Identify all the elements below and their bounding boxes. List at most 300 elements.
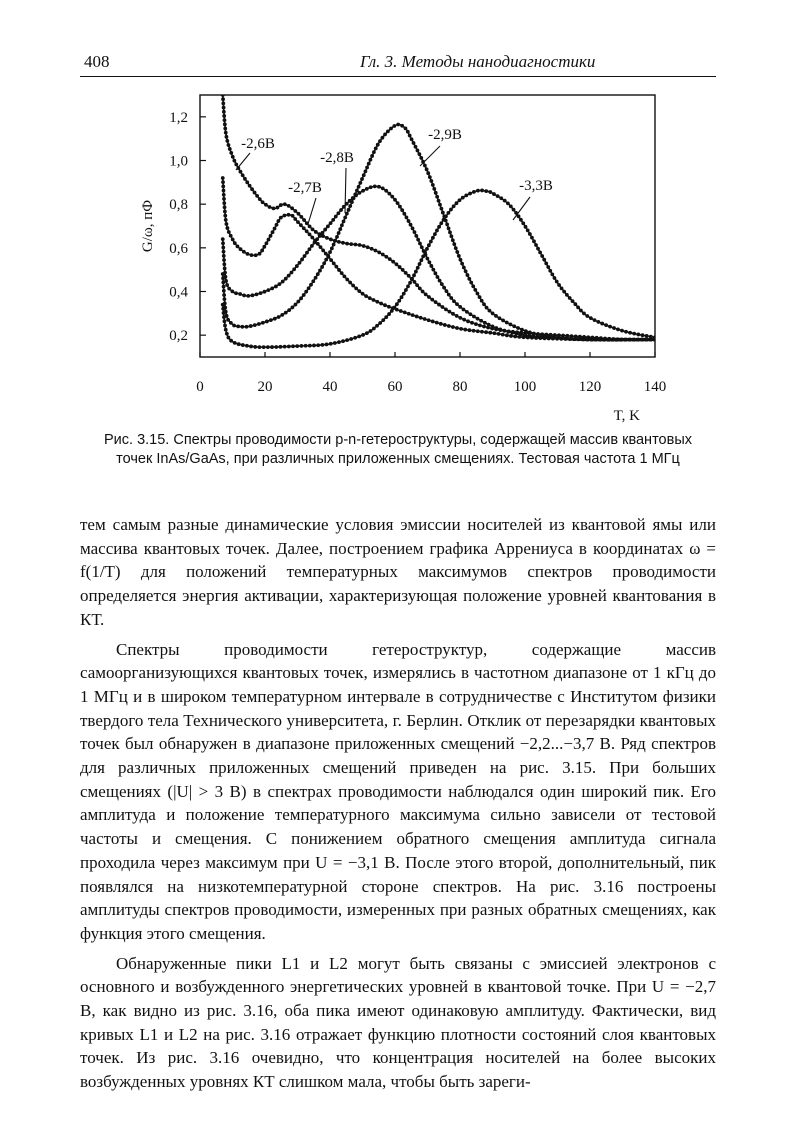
data-point xyxy=(242,250,246,254)
data-point xyxy=(233,341,237,345)
data-point xyxy=(225,139,229,143)
data-point xyxy=(542,258,546,262)
data-point xyxy=(493,331,497,335)
data-point xyxy=(455,201,459,205)
data-point xyxy=(418,287,422,291)
data-point xyxy=(434,191,438,195)
data-point xyxy=(246,294,250,298)
data-point xyxy=(424,292,428,296)
data-point xyxy=(419,258,423,262)
data-point xyxy=(487,323,491,327)
data-point xyxy=(224,218,228,222)
data-point xyxy=(404,271,408,275)
data-point xyxy=(334,215,338,219)
data-point xyxy=(449,296,453,300)
data-point xyxy=(381,187,385,191)
data-point xyxy=(274,345,278,349)
data-point xyxy=(245,325,249,329)
data-point xyxy=(284,311,288,315)
data-point xyxy=(579,309,583,313)
data-point xyxy=(311,279,315,283)
data-point xyxy=(246,252,250,256)
data-point xyxy=(320,343,324,347)
data-point xyxy=(466,319,470,323)
data-point xyxy=(229,234,233,238)
data-point xyxy=(374,146,378,150)
data-point xyxy=(411,227,415,231)
data-point xyxy=(470,321,474,325)
data-point xyxy=(469,281,473,285)
data-point xyxy=(409,223,413,227)
data-point xyxy=(393,198,397,202)
data-point xyxy=(574,337,578,341)
data-point xyxy=(506,201,510,205)
data-point xyxy=(347,208,351,212)
data-point xyxy=(223,127,227,131)
data-point xyxy=(620,338,624,342)
data-point xyxy=(329,238,333,242)
data-point xyxy=(400,124,404,128)
data-point xyxy=(396,201,400,205)
data-point xyxy=(488,331,492,335)
data-point xyxy=(439,322,443,326)
data-point xyxy=(406,284,410,288)
paragraph-2: Спектры проводимости гетероструктур, содержащие массив самоорганизующихся квантовых точек, измерялись в частотном диапазоне от 1 кГц до 1 МГц и в широком температурном интервале в сотрудничестве с Институтом физики твердого тела Технического университета, г. Берлин. Отклик от перезарядки квантовых точек был обнаружен в диапазоне приложенных смещений −2,2...−3,7 В. Ряд спектров для различных приложенных смещений приведен на рис. 3.15. При больших смещениях (|U| > 3 В) в спектрах проводимости наблюдался один широкий пик. Его амплитуда и положение температурного максимума сильно зависели от тестовой частоты и смещения. С понижением обратного смещения амплитуда сигнала проходила через максимум при U = −3,1 В. После этого второй, дополнительный, пик появлялся на низкотемпературной стороне спектров. На рис. 3.16 построены амплитуды спектров проводимости, измеренных при разных обратных смещениях, как функция этого смещения. xyxy=(80,639,716,943)
series-label: -2,7В xyxy=(288,180,322,196)
data-point xyxy=(532,332,536,336)
data-point xyxy=(231,238,235,242)
data-point xyxy=(451,325,455,329)
data-point xyxy=(378,139,382,143)
data-point xyxy=(468,192,472,196)
data-point xyxy=(221,241,225,245)
data-point xyxy=(415,315,419,319)
data-point xyxy=(423,317,427,321)
data-point xyxy=(478,323,482,327)
data-point xyxy=(361,189,365,193)
data-point xyxy=(223,210,227,214)
data-point xyxy=(337,231,341,235)
data-point xyxy=(596,320,600,324)
data-point xyxy=(632,338,636,342)
data-point xyxy=(224,131,228,135)
data-point xyxy=(262,345,266,349)
figure-caption: Рис. 3.15. Спектры проводимости p-n-гетероструктуры, содержащей массив квантовых точек InAs/GaAs, при различных приложенных смещениях. Тестовая частота 1 МГц xyxy=(104,432,692,467)
data-point xyxy=(418,242,422,246)
data-point xyxy=(462,266,466,270)
data-point xyxy=(476,292,480,296)
x-tick-label: 0 xyxy=(196,379,204,395)
data-point xyxy=(237,342,241,346)
data-point xyxy=(348,204,352,208)
data-point xyxy=(233,241,237,245)
data-point xyxy=(261,321,265,325)
data-point xyxy=(249,324,253,328)
data-point xyxy=(365,166,369,170)
data-point xyxy=(221,276,225,280)
data-point xyxy=(290,271,294,275)
data-point xyxy=(611,338,615,342)
data-point xyxy=(337,340,341,344)
y-tick-label: 1,2 xyxy=(169,109,188,126)
data-point xyxy=(624,338,628,342)
data-point xyxy=(226,318,230,322)
data-point xyxy=(296,220,300,224)
data-point xyxy=(316,272,320,276)
data-point xyxy=(435,229,439,233)
data-point xyxy=(311,227,315,231)
data-point xyxy=(374,249,378,253)
data-point xyxy=(528,232,532,236)
data-point xyxy=(451,238,455,242)
y-tick-label: 0,8 xyxy=(169,197,188,214)
data-point xyxy=(484,189,488,193)
data-point xyxy=(530,236,534,240)
data-point xyxy=(491,312,495,316)
data-point xyxy=(245,180,249,184)
data-point xyxy=(553,276,557,280)
data-point xyxy=(473,288,477,292)
data-point xyxy=(641,333,645,337)
data-point xyxy=(222,197,226,201)
data-point xyxy=(250,253,254,257)
data-point xyxy=(407,219,411,223)
data-point xyxy=(357,335,361,339)
data-point xyxy=(636,333,640,337)
data-point xyxy=(349,242,353,246)
data-point xyxy=(538,250,542,254)
data-point xyxy=(620,329,624,333)
data-point xyxy=(390,309,394,313)
data-point xyxy=(431,183,435,187)
data-point xyxy=(266,288,270,292)
data-point xyxy=(427,318,431,322)
data-point xyxy=(512,324,516,328)
data-point xyxy=(241,343,245,347)
data-point xyxy=(349,337,353,341)
data-point xyxy=(232,159,236,163)
data-point xyxy=(287,213,291,217)
data-point xyxy=(229,339,233,343)
data-point xyxy=(318,269,322,273)
data-point xyxy=(221,281,225,285)
data-point xyxy=(501,333,505,337)
data-point xyxy=(308,232,312,236)
data-point xyxy=(384,189,388,193)
data-point xyxy=(287,345,291,349)
data-point xyxy=(437,199,441,203)
data-point xyxy=(341,339,345,343)
data-point xyxy=(332,261,336,265)
data-point xyxy=(325,236,329,240)
data-point xyxy=(562,290,566,294)
data-point xyxy=(414,270,418,274)
data-point xyxy=(550,272,554,276)
data-point xyxy=(232,324,236,328)
data-point xyxy=(299,215,303,219)
data-point xyxy=(254,253,258,257)
data-point xyxy=(628,338,632,342)
data-point xyxy=(455,250,459,254)
data-point xyxy=(595,338,599,342)
data-point xyxy=(307,286,311,290)
data-point xyxy=(498,316,502,320)
data-point xyxy=(343,216,347,220)
data-point xyxy=(414,145,418,149)
data-point xyxy=(221,180,225,184)
data-point xyxy=(279,216,283,220)
annotation-leader xyxy=(236,153,250,170)
x-tick-label: 20 xyxy=(257,379,273,395)
data-point xyxy=(387,305,391,309)
data-point xyxy=(239,170,243,174)
data-point xyxy=(484,330,488,334)
data-point xyxy=(366,245,370,249)
data-point xyxy=(437,225,441,229)
data-point xyxy=(342,219,346,223)
data-point xyxy=(265,241,269,245)
data-point xyxy=(302,218,306,222)
data-point xyxy=(334,265,338,269)
annotation-leader xyxy=(513,197,530,220)
y-tick-label: 0,6 xyxy=(169,240,188,257)
data-point xyxy=(496,194,500,198)
data-point xyxy=(616,338,620,342)
data-point xyxy=(383,303,387,307)
data-point xyxy=(540,333,544,337)
data-point xyxy=(472,190,476,194)
data-point xyxy=(297,212,301,216)
x-tick-label: 80 xyxy=(452,379,468,395)
data-point xyxy=(355,189,359,193)
data-point xyxy=(354,286,358,290)
data-point xyxy=(604,323,608,327)
data-point xyxy=(420,245,424,249)
body-text xyxy=(80,513,716,1094)
data-point xyxy=(300,344,304,348)
data-point xyxy=(468,328,472,332)
data-point xyxy=(377,251,381,255)
data-point xyxy=(258,252,262,256)
data-point xyxy=(571,299,575,303)
data-point xyxy=(447,324,451,328)
data-point xyxy=(277,315,281,319)
data-point xyxy=(273,317,277,321)
data-point xyxy=(328,250,332,254)
data-point xyxy=(240,325,244,329)
data-point xyxy=(253,191,257,195)
data-point xyxy=(283,345,287,349)
data-point xyxy=(395,262,399,266)
data-point xyxy=(561,336,565,340)
data-point xyxy=(265,320,269,324)
data-point xyxy=(459,258,463,262)
data-point xyxy=(429,264,433,268)
data-point xyxy=(534,243,538,247)
data-point xyxy=(427,260,431,264)
data-point xyxy=(226,226,230,230)
data-point xyxy=(223,319,227,323)
data-point xyxy=(269,234,273,238)
data-point xyxy=(221,237,225,241)
data-point xyxy=(497,332,501,336)
data-point xyxy=(365,331,369,335)
data-point xyxy=(480,189,484,193)
data-point xyxy=(448,310,452,314)
data-point xyxy=(221,272,225,276)
data-point xyxy=(526,228,530,232)
data-point xyxy=(267,238,271,242)
data-point xyxy=(616,327,620,331)
data-point xyxy=(399,309,403,313)
data-point xyxy=(476,317,480,321)
data-point xyxy=(560,286,564,290)
data-point xyxy=(291,214,295,218)
data-point xyxy=(632,332,636,336)
data-point xyxy=(269,318,273,322)
data-point xyxy=(236,244,240,248)
y-tick-label: 1,0 xyxy=(169,153,188,170)
data-point xyxy=(427,243,431,247)
data-point xyxy=(392,124,396,128)
data-point xyxy=(434,300,438,304)
data-point xyxy=(384,255,388,259)
data-point xyxy=(272,207,276,211)
data-point xyxy=(340,223,344,227)
data-point xyxy=(404,288,408,292)
data-point xyxy=(326,224,330,228)
series-label: -2,8В xyxy=(320,150,354,166)
data-point xyxy=(478,295,482,299)
data-point xyxy=(520,328,524,332)
data-point xyxy=(375,324,379,328)
data-point xyxy=(337,240,341,244)
data-point xyxy=(412,273,416,277)
data-point xyxy=(248,184,252,188)
series-label: -2,6В xyxy=(241,136,275,152)
data-point xyxy=(472,329,476,333)
data-point xyxy=(455,302,459,306)
data-point xyxy=(540,254,544,258)
data-point xyxy=(321,231,325,235)
data-point xyxy=(392,306,396,310)
data-point xyxy=(332,243,336,247)
data-point xyxy=(438,203,442,207)
data-point xyxy=(565,337,569,341)
data-point xyxy=(498,328,502,332)
data-point xyxy=(309,283,313,287)
data-point xyxy=(255,194,259,198)
data-point xyxy=(536,247,540,251)
data-point xyxy=(443,323,447,327)
data-point xyxy=(370,154,374,158)
data-point xyxy=(578,337,582,341)
data-point xyxy=(324,258,328,262)
data-point xyxy=(221,246,225,250)
data-point xyxy=(519,218,523,222)
data-point xyxy=(225,222,229,226)
data-point xyxy=(345,278,349,282)
data-point xyxy=(488,190,492,194)
data-point xyxy=(222,254,226,258)
data-point xyxy=(236,324,240,328)
data-point xyxy=(491,325,495,329)
data-point xyxy=(431,236,435,240)
data-point xyxy=(234,291,238,295)
data-point xyxy=(401,268,405,272)
data-point xyxy=(261,200,265,204)
data-point xyxy=(259,291,263,295)
data-point xyxy=(222,201,226,205)
data-point xyxy=(221,184,225,188)
data-point xyxy=(222,110,226,114)
data-point xyxy=(435,321,439,325)
x-tick-label: 60 xyxy=(387,379,403,395)
data-point xyxy=(425,167,429,171)
data-point xyxy=(253,345,257,349)
data-point xyxy=(223,122,227,126)
data-point xyxy=(381,253,385,257)
data-point xyxy=(431,268,435,272)
data-point xyxy=(241,173,245,177)
data-point xyxy=(279,345,283,349)
data-point xyxy=(287,308,291,312)
data-point xyxy=(242,294,246,298)
paragraph-3: Обнаруженные пики L1 и L2 могут быть связаны с эмиссией электронов с основного и возбужденного энергетических уровней в квантовой точке. При U = −2,7 В, как видно из рис. 3.16, оба пика имеют одинаковую амплитуду. Фактически, вид кривых L1 и L2 на рис. 3.16 отражает функцию плотности состояний слоя квантовых точек. Из рис. 3.16 очевидно, что концентрация носителей на более высоких возбужденных уровнях КТ слишком мала, чтобы быть зареги- xyxy=(80,953,716,1092)
data-point xyxy=(310,244,314,248)
data-point xyxy=(448,230,452,234)
data-point xyxy=(441,305,445,309)
data-point xyxy=(460,262,464,266)
data-point xyxy=(573,302,577,306)
data-point xyxy=(364,294,368,298)
data-point xyxy=(339,208,343,212)
data-point xyxy=(362,244,366,248)
data-point xyxy=(318,234,322,238)
data-point xyxy=(245,344,249,348)
data-point xyxy=(479,319,483,323)
data-point xyxy=(600,322,604,326)
data-point xyxy=(302,226,306,230)
data-point xyxy=(532,239,536,243)
data-point xyxy=(343,274,347,278)
data-point xyxy=(516,326,520,330)
data-point xyxy=(281,280,285,284)
data-point xyxy=(432,187,436,191)
data-point xyxy=(412,141,416,145)
data-point xyxy=(436,275,440,279)
data-point xyxy=(451,312,455,316)
data-point xyxy=(368,158,372,162)
paragraph-1: тем самым разные динамические условия эмиссии носителей из квантовой ямы или массива квантовых точек. Далее, построением графика Аррениуса в координатах ω = f(1/T) для положений температурных максимумов спектров проводимости определяется энергия активации, характеризующая положение уровней квантования в КТ. xyxy=(80,515,716,629)
data-point xyxy=(641,338,645,342)
data-point xyxy=(590,338,594,342)
data-point xyxy=(258,197,262,201)
data-point xyxy=(388,257,392,261)
data-point xyxy=(425,247,429,251)
data-point xyxy=(511,331,515,335)
data-point xyxy=(474,322,478,326)
data-point xyxy=(628,331,632,335)
data-point xyxy=(372,327,376,331)
data-point xyxy=(403,310,407,314)
data-point xyxy=(337,268,341,272)
data-point xyxy=(442,286,446,290)
data-point xyxy=(471,284,475,288)
data-point xyxy=(509,204,513,208)
data-point xyxy=(298,261,302,265)
data-point xyxy=(398,265,402,269)
